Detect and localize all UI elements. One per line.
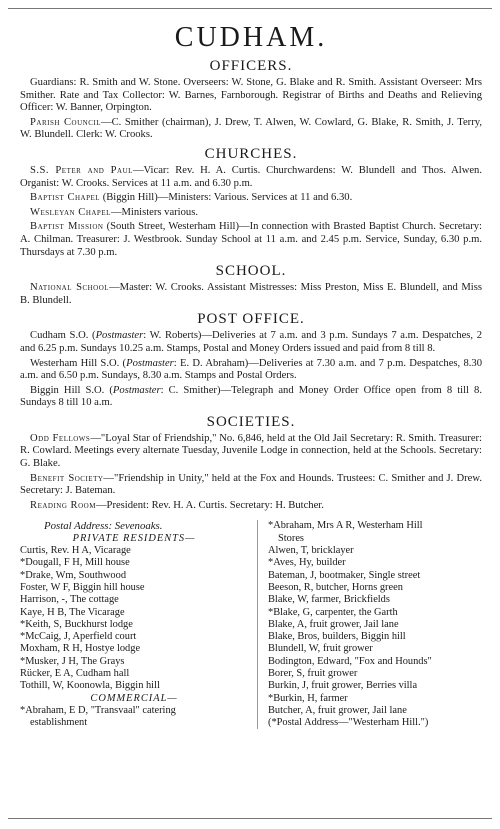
westerham-so-text-a: Westerham Hill S.O. ( <box>30 357 127 369</box>
school-paragraph <box>20 282 482 307</box>
church-text: —Vicar: Rev. H. A. Curtis. Churchwardens: W. Blundell and Thos. Alwen. Organist: W. Crooks. Services at 11 a.m. and 6.30 p.m. <box>20 164 482 189</box>
directory-entry: Tothill, W, Koonowla, Biggin hill <box>20 680 160 692</box>
wesleyan-chapel-text: —Ministers various. <box>110 206 198 218</box>
wesleyan-chapel-label: Wesleyan Chapel <box>30 206 111 218</box>
directory-entry: *Abraham, E D, "Transvaal" catering <box>20 704 176 716</box>
commercial-heading: COMMERCIAL— <box>90 692 178 704</box>
directory-entry: Beeson, R, butcher, Horns green <box>268 581 403 593</box>
directory-entry: Rücker, E A, Cudham hall <box>20 668 130 679</box>
top-rule <box>8 8 492 9</box>
officers-paragraph: Guardians: R. Smith and W. Stone. Overseers: W. Stone, G. Blake and R. Smith. Assistant Overseer: Mrs Smither. Rate and Tax Collector: W. Barnes, Farnborough. Registrar of Births and Deaths and Relieving Officer: W. Banner, Orpington. <box>20 77 482 114</box>
directory-entry: Butcher, A, fruit grower, Jail lane <box>268 704 407 716</box>
parish-council-label: Parish Council <box>30 116 101 128</box>
directory-entry: Alwen, T, bricklayer <box>268 545 354 557</box>
baptist-chapel-label: Baptist Chapel <box>30 192 101 204</box>
directory-entry: Harrison, -, The cottage <box>20 594 119 606</box>
officers-heading: OFFICERS. <box>209 58 293 74</box>
benefit-society-paragraph <box>20 473 482 498</box>
directory-entry: *McCaig, J, Aperfield court <box>20 631 137 643</box>
directory-entry: Burkin, J, fruit grower, Berries villa <box>268 680 418 692</box>
school-heading: SCHOOL. <box>215 263 287 280</box>
directory-entry: Kaye, H B, The Vicarage <box>20 606 125 618</box>
benefit-society-label: Benefit Society <box>30 472 104 484</box>
biggin-so-text-a: Biggin Hill S.O. ( <box>30 384 113 396</box>
odd-fellows-paragraph <box>20 433 482 471</box>
private-residents-heading: PRIVATE RESIDENTS— <box>72 532 196 544</box>
directory-right-column <box>257 520 482 729</box>
churches-heading: CHURCHES. <box>204 145 298 162</box>
directory-entry: (*Postal Address—"Westerham Hill.") <box>268 717 429 729</box>
odd-fellows-label: Odd Fellows <box>30 432 91 444</box>
postal-address: Postal Address: Sevenoaks. <box>44 520 163 533</box>
directory-entry: Blake, Bros, builders, Biggin hill <box>268 631 406 643</box>
biggin-so-text-b: : C. Smither)—Telegraph and Money Order Office open from 8 till 8. Sundays 8 till 10 a.m. <box>20 384 483 409</box>
cudham-so-text-a: Cudham S.O. ( <box>30 330 96 342</box>
church-label: S.S. Peter and Paul <box>30 164 133 176</box>
cudham-so-text-b: : W. Roberts)—Deliveries at 7 a.m. and 3 p.m. Sundays 7 a.m. Despatches, 2 and 6.25 p.m. Sundays 10.25 a.m. Stamps, Postal and Money Orders issued and paid from 8 till 8. <box>20 330 483 354</box>
post-office-heading: POST OFFICE. <box>197 311 305 328</box>
reading-room-paragraph <box>20 500 482 513</box>
directory-entry: Blundell, W, fruit grower <box>268 643 373 655</box>
directory-entry: establishment <box>30 717 88 729</box>
biggin-so-postmaster: Postmaster <box>112 384 161 396</box>
directory-entry: Bodington, Edward, "Fox and Hounds" <box>268 655 432 667</box>
cudham-so-postmaster: Postmaster <box>95 330 144 342</box>
directory-entry: *Keith, S, Buckhurst lodge <box>20 618 133 630</box>
directory-entry: *Dougall, F H, Mill house <box>20 557 130 569</box>
reading-room-text: —President: Rev. H. A. Curtis. Secretary: H. Butcher. <box>95 499 324 511</box>
school-label: National School <box>30 282 110 294</box>
directory-entry: Blake, W, farmer, Brickfields <box>268 594 390 606</box>
directory-entry: Moxham, R H, Hostye lodge <box>20 643 141 655</box>
directory-entry: *Abraham, Mrs A R, Westerham Hill <box>268 520 423 532</box>
bottom-rule <box>8 818 492 819</box>
directory-entry: Curtis, Rev. H A, Vicarage <box>20 545 131 557</box>
westerham-so-paragraph <box>20 358 482 383</box>
directory-entry: Stores <box>278 532 304 544</box>
directory-entry: Bateman, J, bootmaker, Single street <box>268 569 421 581</box>
directory-columns <box>20 520 482 729</box>
baptist-chapel-paragraph <box>20 192 482 205</box>
directory-entry: *Aves, Hy, builder <box>268 557 346 569</box>
private-residents-list <box>20 545 248 693</box>
directory-entry: *Drake, Wm, Southwood <box>20 569 127 581</box>
biggin-so-paragraph <box>20 385 482 410</box>
benefit-society-text: —"Friendship in Unity," held at the Fox and Hounds. Trustees: C. Smither and J. Drew. Secretary: J. Bateman. <box>20 472 482 497</box>
commercial-list-right <box>268 520 482 729</box>
directory-page <box>20 14 482 729</box>
directory-entry: *Blake, G, carpenter, the Garth <box>268 606 398 618</box>
directory-entry: *Burkin, H, farmer <box>268 692 348 704</box>
parish-council-text: —C. Smither (chairman), J. Drew, T. Alwen, W. Cowlard, G. Blake, R. Smith, J. Terry, W. Blundell. Clerk: W. Crooks. <box>20 116 482 141</box>
societies-heading: SOCIETIES. <box>206 413 296 430</box>
baptist-mission-paragraph <box>20 221 482 259</box>
baptist-mission-text: (South Street, Westerham Hill)—In connection with Brasted Baptist Church. Secretary: A. Chilman. Treasurer: J. Westbrook. Sunday School at 11 a.m. and 2.45 p.m. Service, Sunday, 6.30 p.m. Thursdays at 7.30 p.m. <box>20 221 482 258</box>
baptist-chapel-text: (Biggin Hill)—Ministers: Various. Services at 11 and 6.30. <box>100 192 353 204</box>
directory-entry: Borer, S, fruit grower <box>268 668 358 679</box>
cudham-so-paragraph <box>20 330 482 355</box>
directory-left-column <box>20 520 248 729</box>
school-text: —Master: W. Crooks. Assistant Mistresses: Miss Preston, Miss E. Blundell, and Miss B. Blundell. <box>20 282 482 306</box>
directory-entry: Blake, A, fruit grower, Jail lane <box>268 618 399 630</box>
directory-entry: Foster, W F, Biggin hill house <box>20 581 145 593</box>
directory-entry: *Musker, J H, The Grays <box>20 655 125 667</box>
commercial-list-left <box>20 705 248 730</box>
baptist-mission-label: Baptist Mission <box>30 221 104 233</box>
wesleyan-chapel-paragraph <box>20 207 482 220</box>
odd-fellows-text: —"Loyal Star of Friendship," No. 6,846, held at the Old Jail Secretary: R. Smith. Treasurer: R. Cowlard. Meetings every alternate Tuesday, Juvenile Lodge in connection, held at the Schools. Secretary: G. Blake. <box>20 432 482 470</box>
westerham-so-text-b: : E. D. Abraham)—Deliveries at 7.30 a.m. and 7 p.m. Despatches, 8.30 a.m. and 6.50 p.m. Sundays, 8.30 a.m. Stamps and Postal Orders. <box>20 357 482 382</box>
church-paragraph <box>20 165 482 190</box>
reading-room-label: Reading Room <box>30 499 96 511</box>
page-title: CUDHAM. <box>174 22 328 53</box>
westerham-so-postmaster: Postmaster <box>126 357 174 369</box>
parish-council-paragraph <box>20 117 482 142</box>
